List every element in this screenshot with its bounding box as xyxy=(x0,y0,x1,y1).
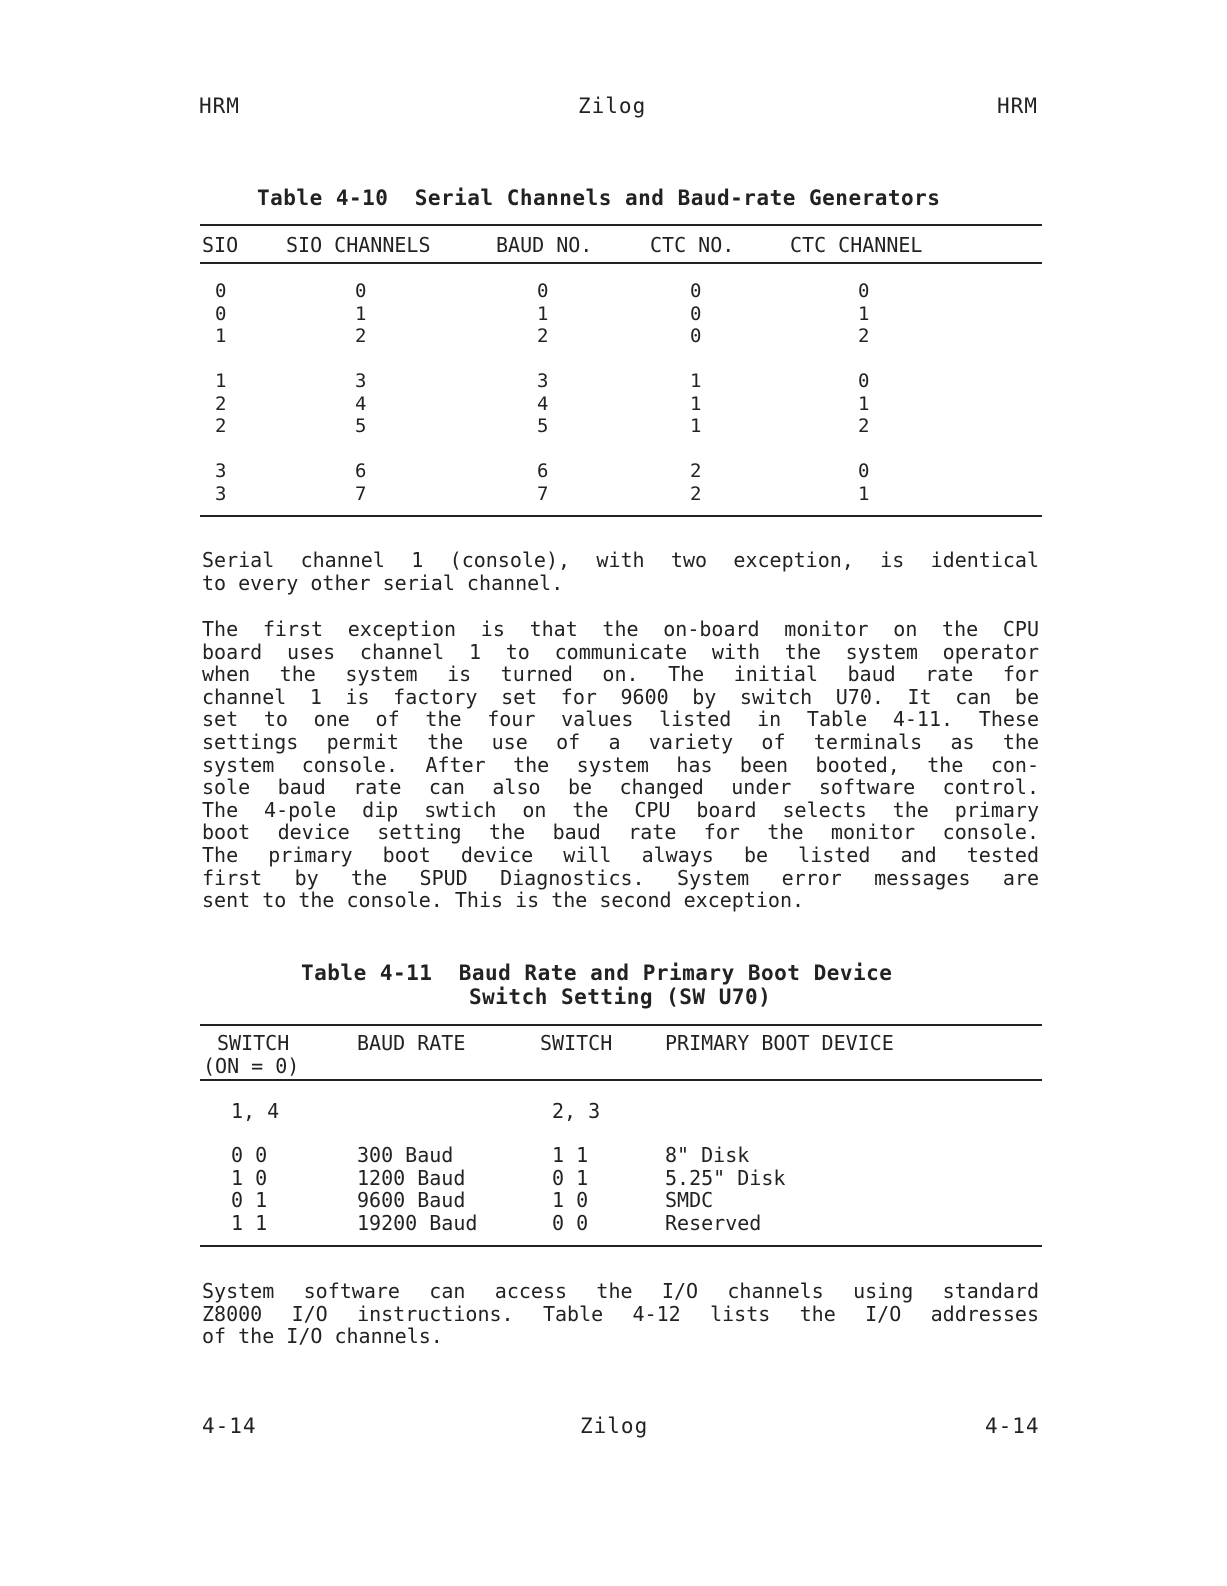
table-4-11-top-rule xyxy=(200,1024,1042,1026)
t11-cell-sw2: 0 0 xyxy=(552,1211,589,1236)
t11-cell-device: 8" Disk xyxy=(665,1143,750,1167)
t10-cell: 1 xyxy=(690,392,702,415)
header-center: Zilog xyxy=(578,94,647,118)
paragraph-io-access xyxy=(202,1280,1039,1348)
t10-cell: 2 xyxy=(858,415,870,437)
t10-cell: 0 xyxy=(858,370,870,392)
t11-header-switch-on: (ON = 0) xyxy=(203,1054,300,1078)
t10-cell: 1 xyxy=(690,415,702,437)
t10-cell: 4 xyxy=(537,392,549,415)
footer-left: 4-14 xyxy=(202,1414,257,1438)
table-4-10-title: Table 4-10 Serial Channels and Baud-rate Generators xyxy=(257,186,941,210)
paragraph-console-intro xyxy=(202,549,1039,594)
para2-line: settings permit the use of a variety of terminals as the xyxy=(202,729,1039,754)
t11-header-boot-device: PRIMARY BOOT DEVICE xyxy=(665,1031,894,1055)
t10-cell: 0 xyxy=(690,280,702,302)
table-4-10-bottom-rule xyxy=(200,515,1042,517)
t10-cell: 2 xyxy=(537,325,549,347)
para2-line: sent to the console. This is the second exception. xyxy=(202,888,805,913)
t10-cell: 5 xyxy=(355,415,367,437)
para2-line: The 4-pole dip swtich on the CPU board selects the primary xyxy=(202,797,1039,822)
t10-cell: 2 xyxy=(858,325,870,347)
para2-line: The primary boot device will always be listed and tested xyxy=(202,842,1039,867)
t11-cell-sw1: 0 0 xyxy=(231,1143,268,1167)
t11-cell-device: 5.25" Disk xyxy=(665,1165,786,1190)
t11-cell-sw1: 1 1 xyxy=(231,1211,268,1236)
t10-cell: 1 xyxy=(355,302,367,325)
t10-cell: 2 xyxy=(690,460,702,482)
t10-cell: 1 xyxy=(215,370,227,392)
t10-cell: 1 xyxy=(858,482,870,505)
t10-cell: 0 xyxy=(690,302,702,325)
t11-cell-baud: 9600 Baud xyxy=(357,1188,466,1213)
para1-line: to every other serial channel. xyxy=(202,570,564,595)
t10-cell: 0 xyxy=(355,280,367,302)
t10-cell: 0 xyxy=(690,325,702,347)
t10-cell: 0 xyxy=(858,460,870,482)
t10-cell: 7 xyxy=(537,482,549,505)
t10-cell: 0 xyxy=(215,280,227,302)
t10-cell: 1 xyxy=(537,302,549,325)
t10-cell: 3 xyxy=(215,482,227,505)
t10-cell: 5 xyxy=(537,415,549,437)
t10-cell: 6 xyxy=(537,460,549,482)
para2-line: boot device setting the baud rate for the monitor console. xyxy=(202,820,1039,845)
t11-cell-sw1: 0 1 xyxy=(231,1188,268,1213)
table-4-10-header-rule xyxy=(200,262,1042,264)
t10-cell: 1 xyxy=(858,302,870,325)
t10-header-sio: SIO xyxy=(202,233,239,257)
t11-header-switch: SWITCH xyxy=(217,1031,290,1055)
t10-cell: 7 xyxy=(355,482,367,505)
para3-line: System software can access the I/O channels using standard xyxy=(202,1279,1039,1303)
footer-right: 4-14 xyxy=(985,1414,1040,1438)
t11-cell-sw2: 1 0 xyxy=(552,1188,589,1213)
t10-header-sio-channels: SIO CHANNELS xyxy=(286,233,431,257)
t10-cell: 0 xyxy=(215,302,227,325)
t10-cell: 0 xyxy=(858,280,870,302)
para2-line: The first exception is that the on-board monitor on the CPU xyxy=(202,617,1039,641)
table-4-11-header-rule xyxy=(200,1079,1042,1081)
t11-cell-baud: 1200 Baud xyxy=(357,1165,466,1190)
table-4-11-title-line1: Table 4-11 Baud Rate and Primary Boot Device xyxy=(301,961,893,985)
para1-line: Serial channel 1 (console), with two exception, is identical xyxy=(202,548,1039,572)
para2-line: sole baud rate can also be changed under software control. xyxy=(202,775,1039,800)
footer-center: Zilog xyxy=(580,1414,649,1438)
t10-cell: 3 xyxy=(215,460,227,482)
t11-subhead-switch1: 1, 4 xyxy=(231,1099,280,1123)
para2-line: system console. After the system has been booted, the con- xyxy=(202,752,1039,777)
header-right: HRM xyxy=(997,94,1038,118)
t11-cell-sw1: 1 0 xyxy=(231,1165,268,1190)
t10-cell: 1 xyxy=(215,325,227,347)
t10-cell: 0 xyxy=(537,280,549,302)
t11-cell-baud: 19200 Baud xyxy=(357,1211,478,1236)
t11-header-baud-rate: BAUD RATE xyxy=(357,1031,466,1055)
t11-cell-sw2: 0 1 xyxy=(552,1165,589,1190)
para2-line: when the system is turned on. The initial baud rate for xyxy=(202,662,1039,687)
para2-line: board uses channel 1 to communicate with the system operator xyxy=(202,639,1039,664)
para2-line: first by the SPUD Diagnostics. System error messages are xyxy=(202,865,1039,890)
t11-header-switch2: SWITCH xyxy=(540,1031,613,1055)
t11-cell-baud: 300 Baud xyxy=(357,1143,454,1167)
t11-cell-device: Reserved xyxy=(665,1211,762,1236)
t10-header-ctc-no: CTC NO. xyxy=(650,233,735,257)
t10-cell: 4 xyxy=(355,392,367,415)
t10-cell: 6 xyxy=(355,460,367,482)
para3-line: of the I/O channels. xyxy=(202,1324,443,1349)
t11-subhead-switch2: 2, 3 xyxy=(552,1099,601,1123)
t10-cell: 2 xyxy=(215,415,227,437)
t10-cell: 3 xyxy=(355,370,367,392)
header-left: HRM xyxy=(199,94,240,118)
t10-cell: 1 xyxy=(690,370,702,392)
table-4-10-top-rule xyxy=(200,224,1042,226)
para2-line: channel 1 is factory set for 9600 by switch U70. It can be xyxy=(202,684,1039,709)
para2-line: set to one of the four values listed in Table 4-11. These xyxy=(202,707,1039,732)
t11-cell-device: SMDC xyxy=(665,1188,714,1213)
paragraph-first-exception xyxy=(202,618,1039,912)
t10-cell: 2 xyxy=(215,392,227,415)
t10-header-baud-no: BAUD NO. xyxy=(496,233,593,257)
t10-cell: 2 xyxy=(690,482,702,505)
t11-cell-sw2: 1 1 xyxy=(552,1143,589,1167)
t10-cell: 3 xyxy=(537,370,549,392)
table-4-11-bottom-rule xyxy=(200,1245,1042,1247)
table-4-11-title-line2: Switch Setting (SW U70) xyxy=(469,985,772,1009)
t10-cell: 1 xyxy=(858,392,870,415)
para3-line: Z8000 I/O instructions. Table 4-12 lists the I/O addresses xyxy=(202,1301,1039,1326)
t10-cell: 2 xyxy=(355,325,367,347)
t10-header-ctc-channel: CTC CHANNEL xyxy=(790,233,923,257)
